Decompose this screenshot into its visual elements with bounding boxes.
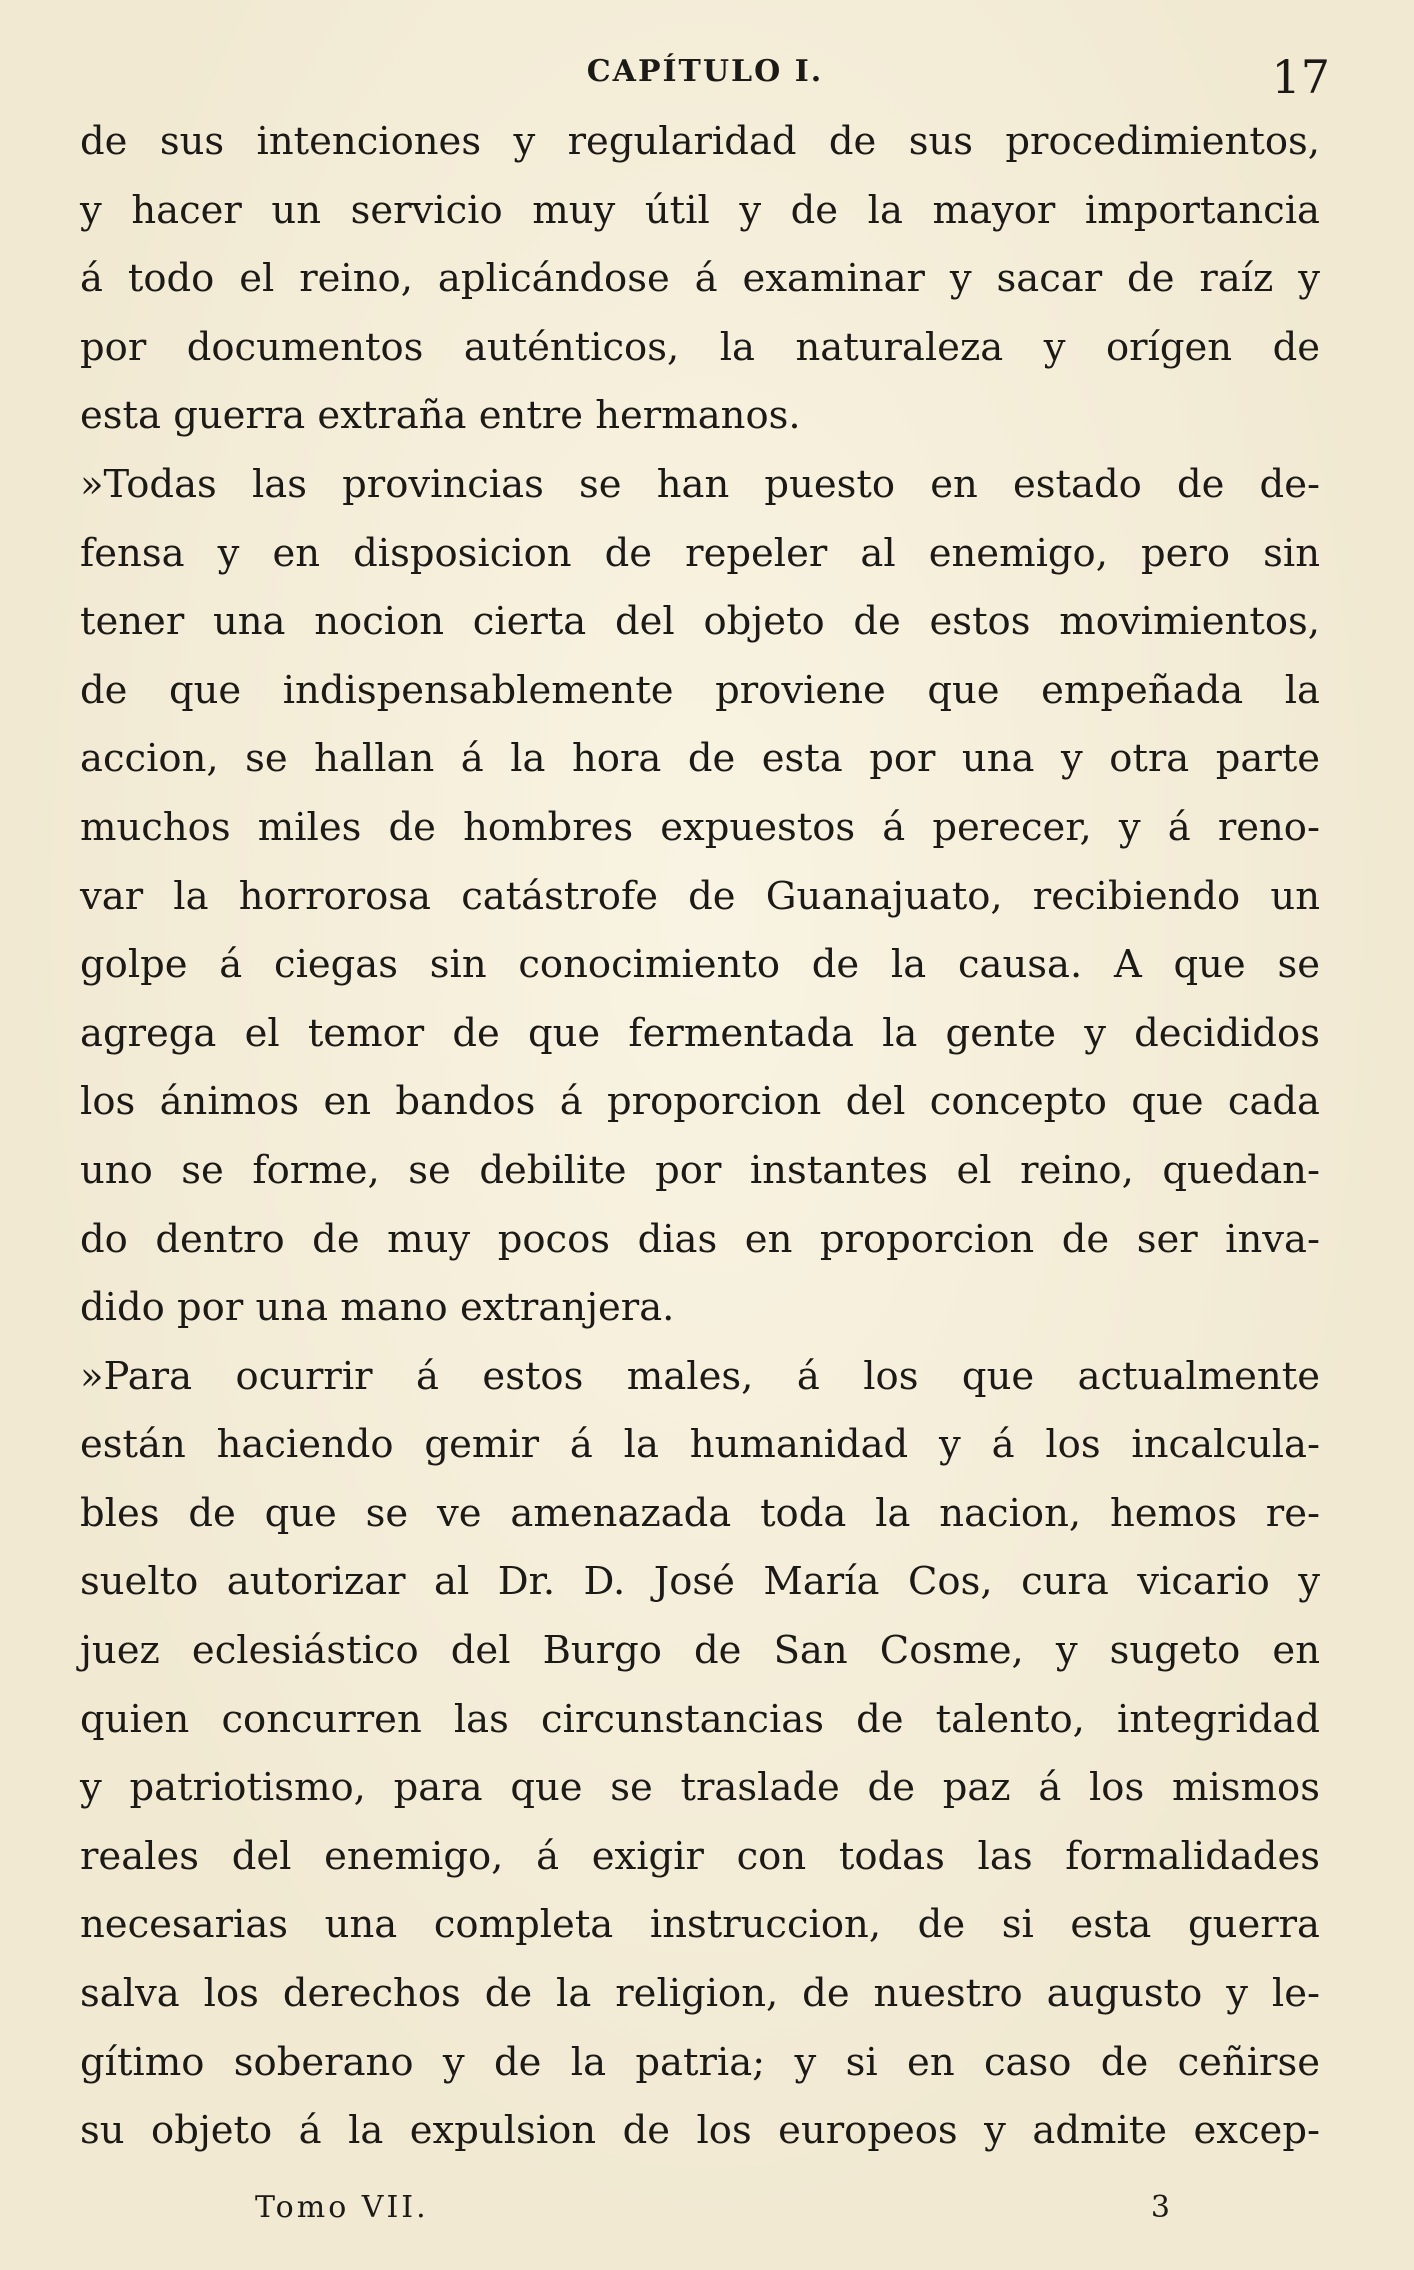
text-line: quien concurren las circunstancias de talento, integridad: [80, 1696, 1320, 1742]
page-footer: [80, 2190, 1320, 2240]
text-line: por documentos auténticos, la naturaleza y orígen de: [80, 324, 1320, 370]
signature-mark: 3: [1150, 2190, 1170, 2225]
text-line: dido por una mano extranjera.: [80, 1285, 675, 1331]
text-line: bles de que se ve amenazada toda la nacion, hemos re-: [80, 1490, 1320, 1536]
text-line: fensa y en disposicion de repeler al enemigo, pero sin: [80, 530, 1320, 576]
text-line: los ánimos en bandos á proporcion del concepto que cada: [80, 1079, 1320, 1125]
text-line: »Todas las provincias se han puesto en estado de de-: [80, 461, 1320, 507]
text-line: y patriotismo, para que se traslade de paz á los mismos: [80, 1765, 1320, 1811]
volume-label: Tomo VII.: [255, 2190, 429, 2225]
page-number: 17: [1271, 50, 1330, 104]
text-line: necesarias una completa instruccion, de si esta guerra: [80, 1902, 1320, 1948]
text-line: muchos miles de hombres expuestos á perecer, y á reno-: [80, 804, 1320, 850]
text-line: y hacer un servicio muy útil y de la mayor importancia: [80, 187, 1320, 233]
text-line: agrega el temor de que fermentada la gente y decididos: [80, 1010, 1320, 1056]
text-line: uno se forme, se debilite por instantes el reino, quedan-: [80, 1147, 1320, 1193]
text-line: esta guerra extraña entre hermanos.: [80, 393, 801, 439]
text-line: juez eclesiástico del Burgo de San Cosme, y sugeto en: [80, 1628, 1320, 1674]
text-line: accion, se hallan á la hora de esta por una y otra parte: [80, 736, 1320, 782]
text-line: tener una nocion cierta del objeto de estos movimientos,: [80, 599, 1320, 645]
text-line: golpe á ciegas sin conocimiento de la causa. A que se: [80, 942, 1320, 988]
chapter-title: CAPÍTULO I.: [586, 54, 824, 89]
text-line: suelto autorizar al Dr. D. José María Cos, cura vicario y: [80, 1559, 1320, 1605]
text-line: salva los derechos de la religion, de nuestro augusto y le-: [80, 1971, 1320, 2017]
text-line: do dentro de muy pocos dias en proporcion de ser inva-: [80, 1216, 1320, 1262]
body-text: [80, 108, 1320, 2166]
text-line: su objeto á la expulsion de los europeos y admite excep-: [80, 2108, 1320, 2154]
text-line: de sus intenciones y regularidad de sus procedimientos,: [80, 119, 1320, 164]
text-line: var la horrorosa catástrofe de Guanajuato, recibiendo un: [80, 873, 1320, 919]
text-line: »Para ocurrir á estos males, á los que actualmente: [80, 1353, 1320, 1399]
running-head: [80, 50, 1330, 110]
text-line: gítimo soberano y de la patria; y si en caso de ceñirse: [80, 2039, 1320, 2085]
text-line: reales del enemigo, á exigir con todas las formalidades: [80, 1833, 1320, 1879]
text-line: están haciendo gemir á la humanidad y á los incalcula-: [80, 1422, 1320, 1468]
text-line: de que indispensablemente proviene que empeñada la: [80, 667, 1320, 713]
text-line: á todo el reino, aplicándose á examinar y sacar de raíz y: [80, 256, 1320, 302]
